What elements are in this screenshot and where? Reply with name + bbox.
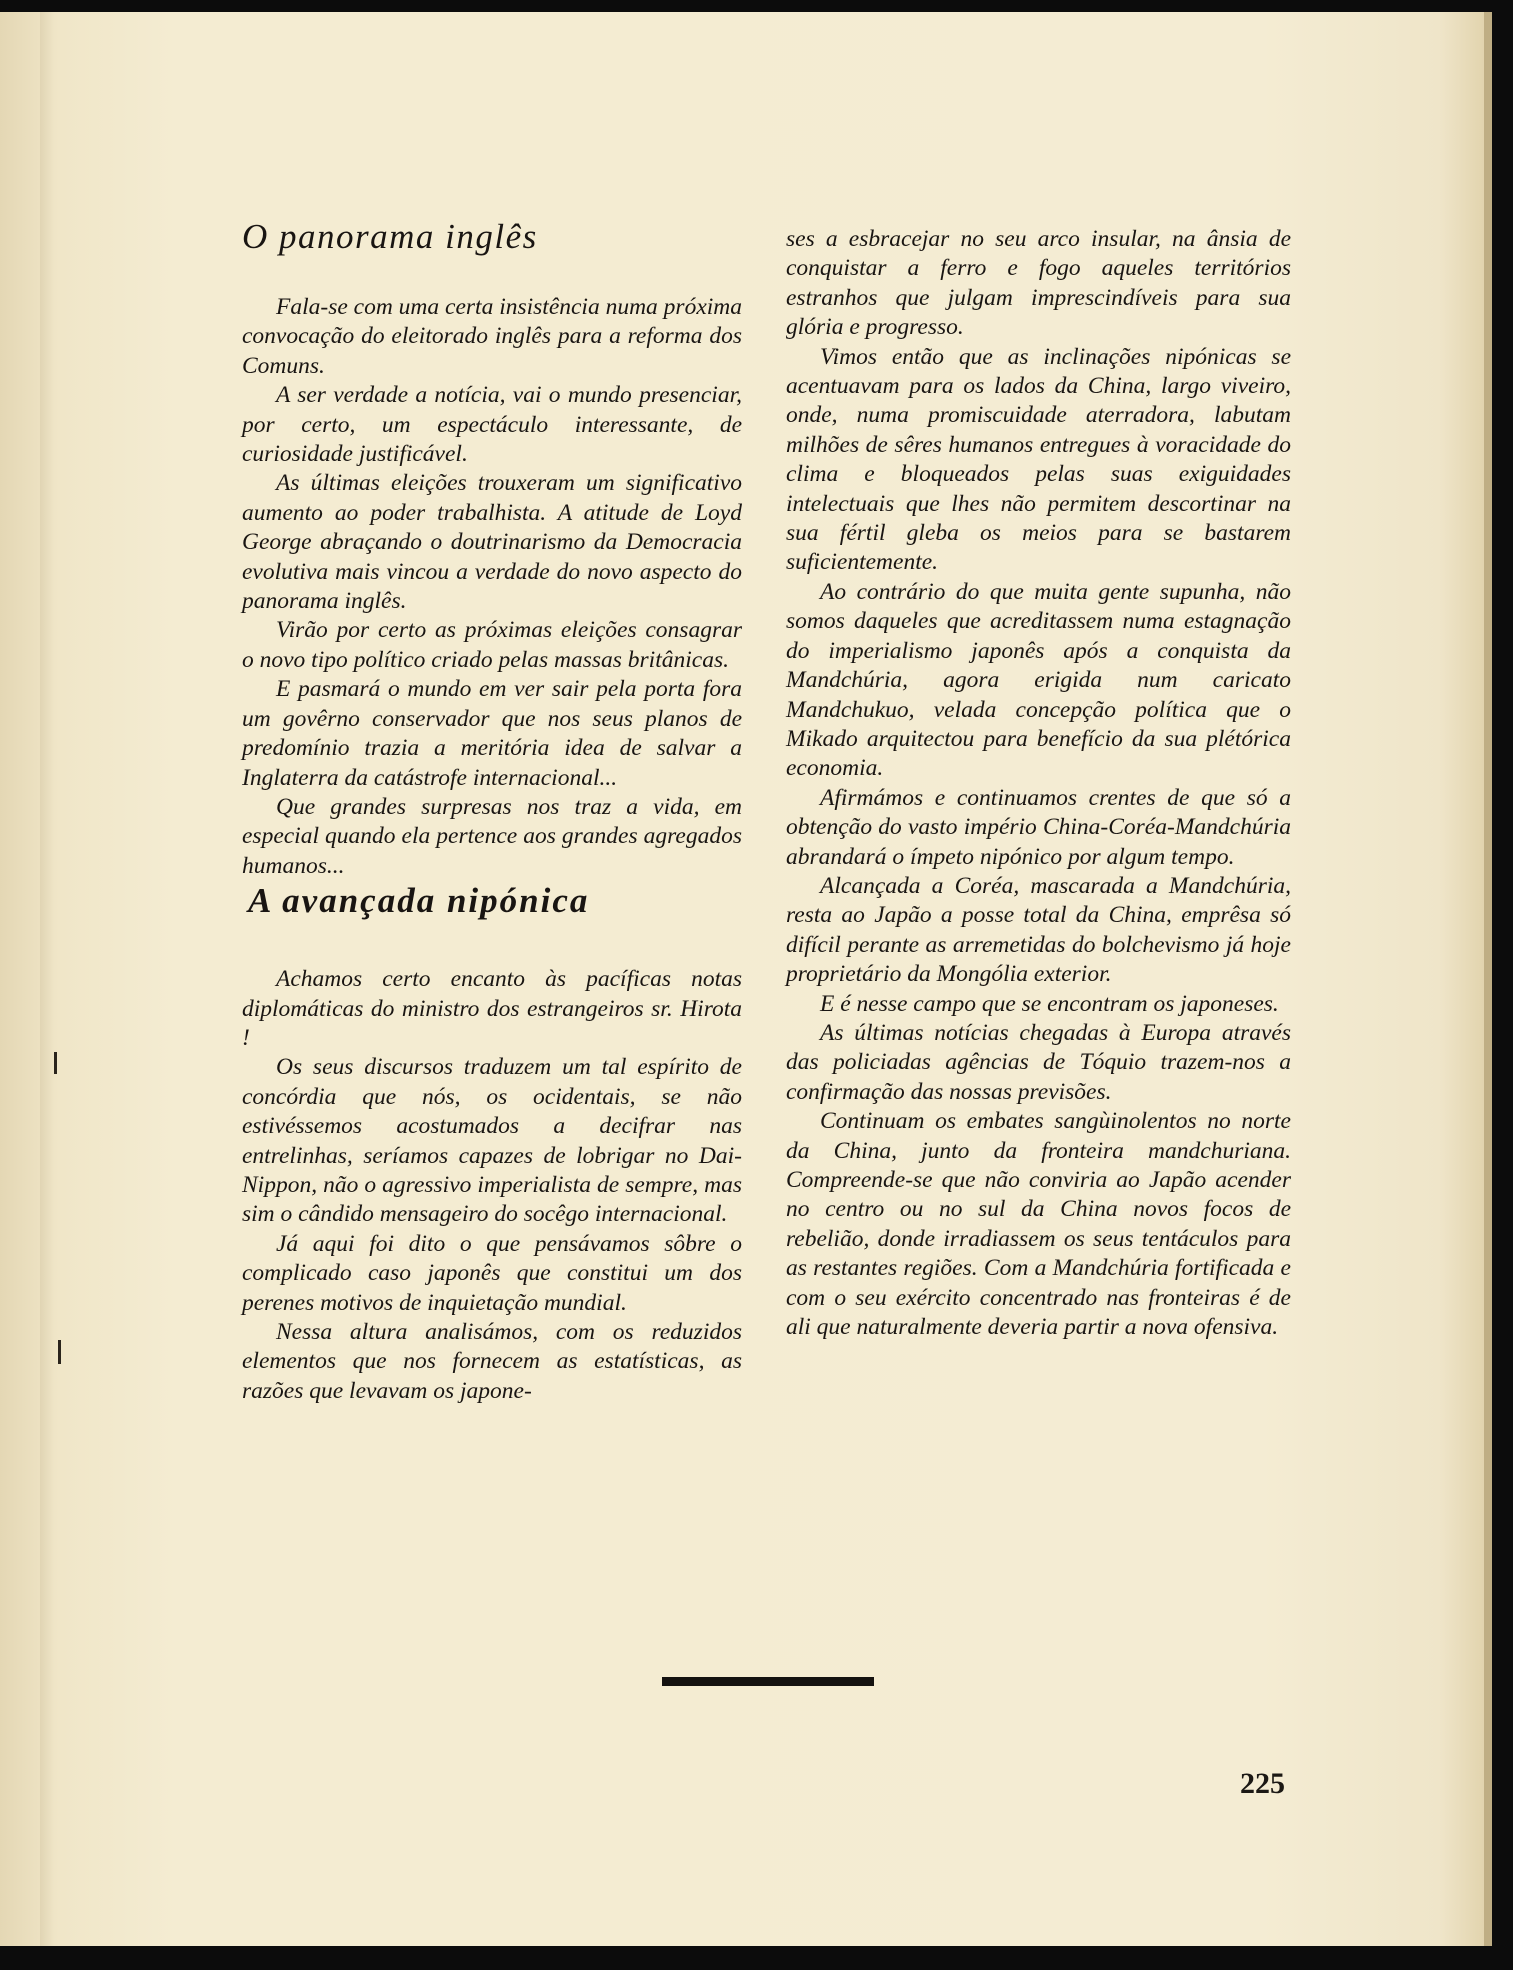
paragraph: Os seus discursos traduzem um tal espírito de concórdia que nós, os ocidentais, se não estivéssemos acostumados a decifrar nas entrelinhas, seríamos capazes de lobrigar no Dai-Nippon, não o agressivo imperialista de sempre, mas sim o cândido mensageiro do socêgo internacional. xyxy=(242,1054,742,1228)
binding-mark xyxy=(58,1340,61,1364)
paragraph: Continuam os embates sangùinolentos no norte da China, junto da fronteira mandchuriana. Compreende-se que não conviria ao Japão acender no centro ou no sul da China novos focos de rebelião, donde irradiassem os seus tentáculos para as restantes regiões. Com a Mandchúria fortificada e com o seu exército concentrado nas fronteiras é de ali que naturalmente deveria partir a nova ofensiva. xyxy=(786,1108,1291,1341)
heading-panorama-ingles: O panorama inglês xyxy=(242,217,538,256)
paragraph: As últimas eleições trouxeram um significativo aumento ao poder trabalhista. A atitude de Loyd George abraçando o doutrinarismo da Democracia evolutiva mais vincou a verdade do novo aspecto do panorama inglês. xyxy=(242,470,742,615)
section-divider-rule xyxy=(662,1677,874,1686)
paragraph-continuation: ses a esbracejar no seu arco insular, na ânsia de conquistar a ferro e fogo aqueles territórios estranhos que julgam imprescindíveis para sua glória e progresso. xyxy=(786,226,1291,341)
paragraph: Nessa altura analisámos, com os reduzidos elementos que nos fornecem as estatísticas, as razões que levavam os japone- xyxy=(242,1319,742,1404)
paragraph: E pasmará o mundo em ver sair pela porta fora um govêrno conservador que nos seus planos de predomínio trazia a meritória idea de salvar a Inglaterra da catástrofe internacional... xyxy=(242,676,742,791)
paragraph: Achamos certo encanto às pacíficas notas diplomáticas do ministro dos estrangeiros sr. Hirota ! xyxy=(242,966,742,1051)
left-column xyxy=(242,217,742,1406)
paragraph: Ao contrário do que muita gente supunha, não somos daqueles que acreditassem numa estagnação do imperialismo japonês após a conquista da Mandchúria, agora erigida num caricato Mandchukuo, velada concepção política que o Mikado arquitectou para benefício da sua plétórica economia. xyxy=(786,578,1291,782)
paragraph: Virão por certo as próximas eleições consagrar o novo tipo político criado pelas massas britânicas. xyxy=(242,617,742,673)
page-number: 225 xyxy=(1240,1767,1285,1800)
paragraph: E é nesse campo que se encontram os japoneses. xyxy=(820,990,1279,1017)
paragraph: Que grandes surpresas nos traz a vida, em especial quando ela pertence aos grandes agregados humanos... xyxy=(242,793,742,879)
paragraph: A ser verdade a notícia, vai o mundo presenciar, por certo, um espectáculo interessante, de curiosidade justificável. xyxy=(242,382,742,468)
heading-avancada-niponica: A avançada nipónica xyxy=(248,881,590,921)
paragraph: Alcançada a Coréa, mascarada a Mandchúria, resta ao Japão a posse total da China, emprêsa só difícil perante as arremetidas do bolchevismo já hoje proprietário da Mongólia exterior. xyxy=(786,872,1291,988)
right-column xyxy=(786,225,1291,1342)
paragraph: As últimas notícias chegadas à Europa através das policiadas agências de Tóquio trazem-nos a confirmação das nossas previsões. xyxy=(786,1019,1291,1105)
binding-gutter xyxy=(40,12,54,1946)
book-page xyxy=(0,12,1492,1946)
paragraph: Já aqui foi dito o que pensávamos sôbre o complicado caso japonês que constitui um dos perenes motivos de inquietação mundial. xyxy=(242,1230,742,1316)
paragraph: Vimos então que as inclinações nipónicas se acentuavam para os lados da China, largo viveiro, onde, numa promiscuidade aterradora, labutam milhões de sêres humanos entregues à voracidade do clima e bloqueados pelas suas exiguidades intelectuais que lhes não permitem descortinar na sua fértil gleba os meios para se bastarem suficientemente. xyxy=(786,343,1291,576)
binding-mark xyxy=(54,1052,57,1074)
paragraph: Afirmámos e continuamos crentes de que só a obtenção do vasto império China-Coréa-Mandchúria abrandará o ímpeto nipónico por algum tempo. xyxy=(786,784,1291,870)
paragraph: Fala-se com uma certa insistência numa próxima convocação do eleitorado inglês para a reforma dos Comuns. xyxy=(242,294,743,379)
